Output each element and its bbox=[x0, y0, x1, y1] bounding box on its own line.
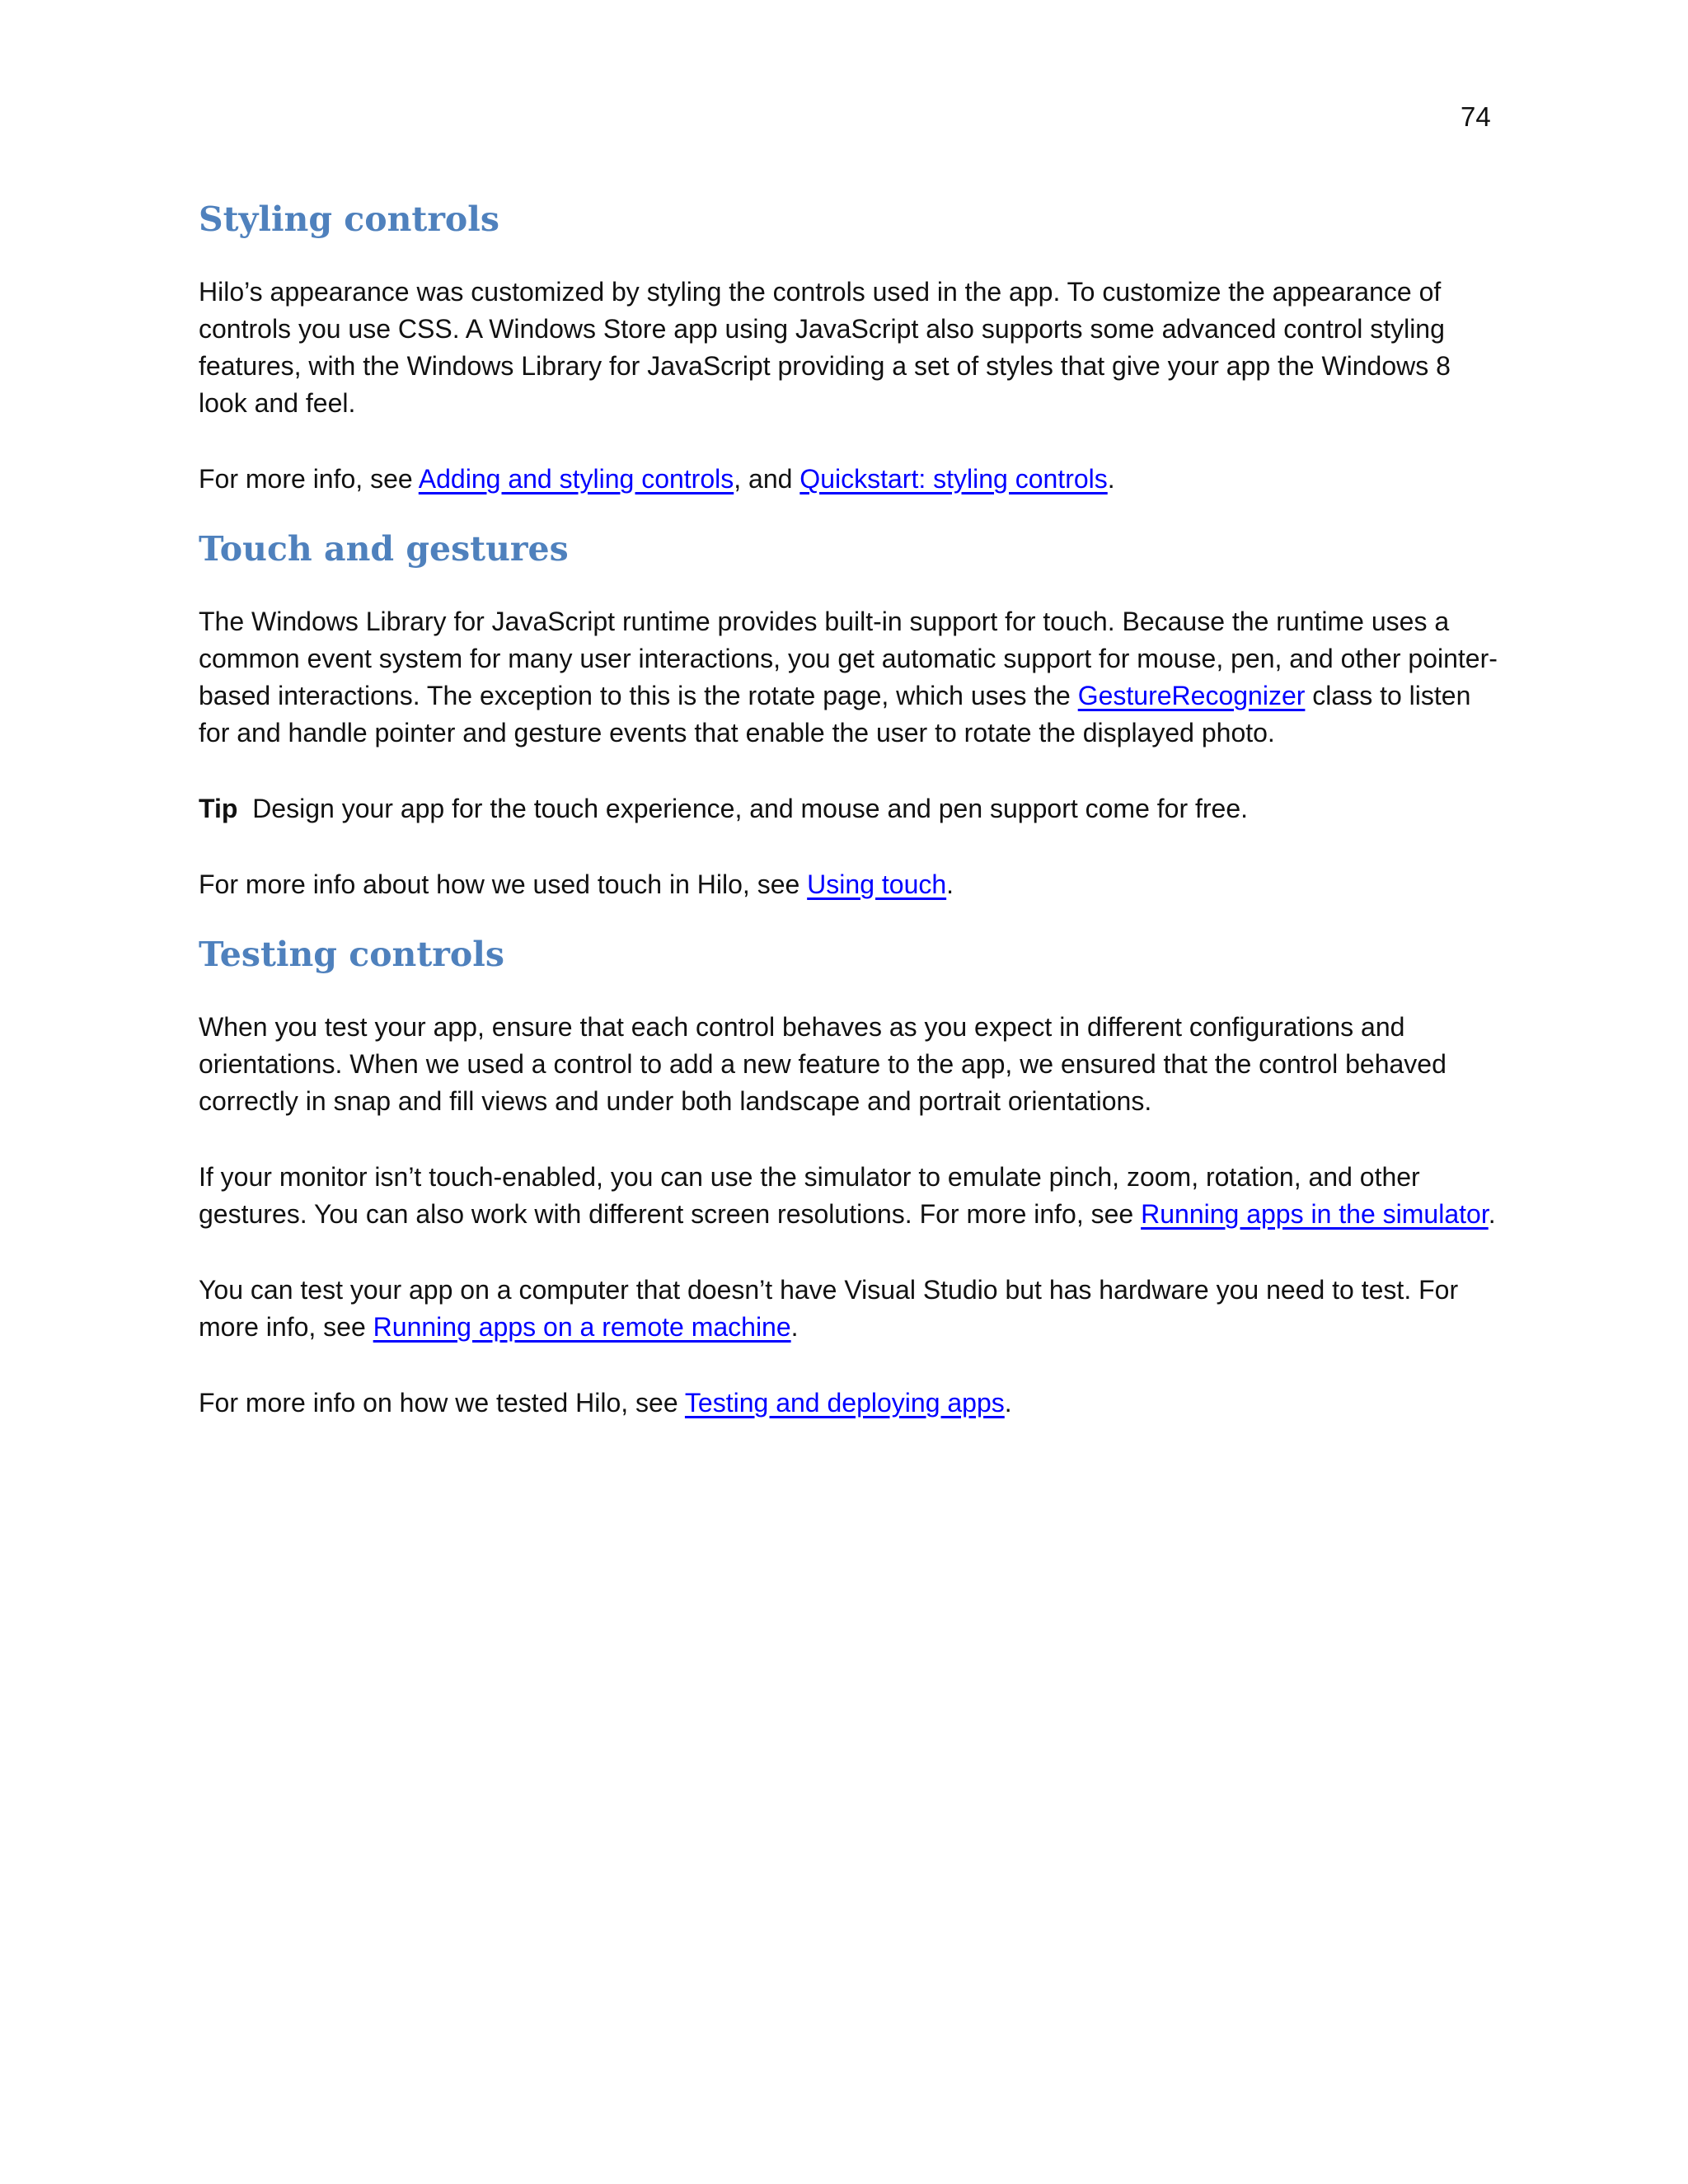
link-using-touch[interactable]: Using touch bbox=[807, 869, 947, 899]
paragraph-testing-intro: When you test your app, ensure that each control behaves as you expect in different configurations and orientations. When we used a control to add a new feature to the app, we ensured that the control behaved correctly in snap and fill views and under both landscape and portrait orientations. bbox=[199, 1012, 1447, 1116]
text-segment: If your monitor isn’t touch-enabled, you can use the simulator to emulate pinch, zoom, rotation, and other gestures. You can also work with different screen resolutions. For more info, see bbox=[199, 1162, 1420, 1229]
link-testing-and-deploying-apps[interactable]: Testing and deploying apps bbox=[684, 1388, 1005, 1418]
link-running-apps-on-remote-machine[interactable]: Running apps on a remote machine bbox=[373, 1312, 791, 1342]
text-segment: For more info on how we tested Hilo, see bbox=[199, 1388, 685, 1418]
text-segment: You can test your app on a computer that doesn’t have Visual Studio but has hardware you need to test. For more info, see bbox=[199, 1275, 1459, 1342]
text-segment: . bbox=[1004, 1388, 1012, 1418]
link-adding-and-styling-controls[interactable]: Adding and styling controls bbox=[418, 464, 734, 494]
paragraph-testing-simulator bbox=[199, 1159, 1501, 1233]
text-segment: For more info, see bbox=[199, 464, 419, 494]
heading-styling-controls: Styling controls bbox=[199, 199, 499, 239]
paragraph-testing-more-info bbox=[199, 1385, 1501, 1422]
text-segment: . bbox=[790, 1312, 799, 1342]
text-segment: , and bbox=[734, 464, 800, 494]
heading-testing-controls: Testing controls bbox=[199, 935, 504, 974]
text-segment: . bbox=[946, 869, 954, 899]
heading-touch-and-gestures: Touch and gestures bbox=[199, 529, 569, 569]
text-segment: class to listen for and handle pointer and gesture events that enable the user to rotate the displayed photo. bbox=[199, 681, 1471, 748]
text-segment: For more info about how we used touch in Hilo, see bbox=[199, 869, 808, 899]
document-body bbox=[199, 194, 1501, 1460]
text-segment: . bbox=[1488, 1199, 1496, 1229]
paragraph-styling-more-info bbox=[199, 461, 1501, 498]
page-number: 74 bbox=[1461, 101, 1491, 132]
tip-label: Tip bbox=[199, 794, 238, 823]
link-quickstart-styling-controls[interactable]: Quickstart: styling controls bbox=[799, 464, 1108, 494]
paragraph-touch-more-info bbox=[199, 866, 1501, 903]
paragraph-touch-intro bbox=[199, 603, 1501, 752]
paragraph-tip bbox=[199, 790, 1501, 827]
link-running-apps-in-simulator[interactable]: Running apps in the simulator bbox=[1141, 1199, 1489, 1229]
link-gesture-recognizer[interactable]: GestureRecognizer bbox=[1077, 681, 1306, 710]
paragraph-styling-intro: Hilo’s appearance was customized by styling the controls used in the app. To customize the appearance of controls you use CSS. A Windows Store app using JavaScript also supports some advanced control styling features, with the Windows Library for JavaScript providing a set of styles that give your app the Windows 8 look and feel. bbox=[199, 277, 1451, 418]
tip-text: Design your app for the touch experience, and mouse and pen support come for free. bbox=[237, 794, 1249, 823]
paragraph-testing-remote bbox=[199, 1272, 1501, 1346]
text-segment: The Windows Library for JavaScript runtime provides built-in support for touch. Because the runtime uses a common event system for many user interactions, you get automatic support for mouse, pen, and other pointer-based interactions. The exception to this is the rotate page, which uses the bbox=[199, 607, 1498, 710]
text-segment: . bbox=[1107, 464, 1115, 494]
